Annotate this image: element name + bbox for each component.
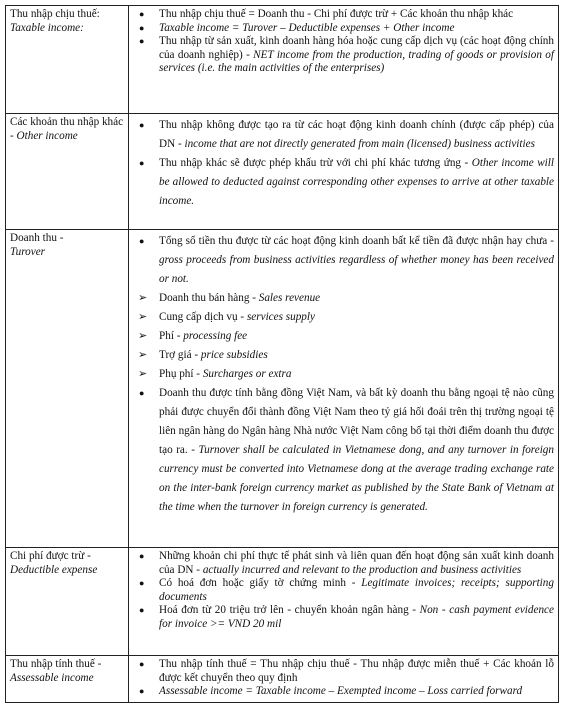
description-cell: [129, 114, 559, 230]
list-item: ● Taxable income = Turover – Deductible expenses + Other income: [139, 21, 455, 34]
list-item: ● Thu nhập chịu thuế = Doanh thu - Chi phí được trừ + Các khoản thu nhập khác: [139, 8, 514, 20]
arrow-icon: ➢: [138, 368, 148, 380]
list-item: ➢ Phí - processing fee: [133, 327, 554, 346]
table-row: [6, 548, 559, 656]
list-item: ● Thu nhập khác sẽ được phép khấu trừ với chi phí khác tương ứng - Other income will be allowed to deducted against corresponding other expenses to arrive at other taxable income.: [133, 154, 554, 211]
arrow-icon: ➢: [138, 330, 148, 342]
description-cell: [129, 656, 559, 703]
list-item: ➢ Phụ phí - Surcharges or extra: [133, 365, 554, 384]
term-vi: Các khoản thu nhập khác -: [10, 116, 124, 142]
list-item: ● Thu nhập từ sản xuất, kinh doanh hàng hóa hoặc cung cấp dịch vụ (các hoạt động chính của doanh nghiệp) - NET income from the production, trading of goods or provision of services (i.e. the main activities of the enterprises): [139, 35, 554, 74]
arrow-icon: ➢: [138, 311, 148, 323]
term-vi: Doanh thu -: [10, 232, 64, 244]
term-cell: [6, 230, 129, 548]
description-cell: [129, 548, 559, 656]
table-row: [6, 6, 559, 114]
table-row: [6, 230, 559, 548]
bullet-icon: ●: [139, 236, 145, 246]
bullet-icon: ●: [139, 36, 145, 46]
description-cell: [129, 230, 559, 548]
list-item: ● Có hoá đơn hoặc giấy tờ chứng minh - Legitimate invoices; receipts; supporting documents: [139, 577, 554, 603]
term-vi: Thu nhập chịu thuế:: [10, 8, 100, 20]
term-en: Taxable income:: [10, 21, 84, 34]
list-item: ● Thu nhập tính thuế = Thu nhập chịu thuế - Thu nhập được miễn thuế + Các khoản lỗ được kết chuyển theo quy định: [139, 658, 554, 684]
table-row: [6, 114, 559, 230]
list-item: ➢ Doanh thu bán hàng - Sales revenue: [133, 289, 554, 308]
list-item: ➢ Trợ giá - price subsidies: [133, 346, 554, 365]
term-en: Deductible expense: [10, 563, 98, 576]
arrow-icon: ➢: [138, 292, 148, 304]
list-item: ● Hoá đơn từ 20 triệu trở lên - chuyển khoản ngân hàng - Non - cash payment evidence for invoice >= VND 20 mil: [139, 604, 554, 630]
bullet-icon: ●: [139, 551, 145, 561]
term-cell: [6, 656, 129, 703]
term-cell: [6, 6, 129, 114]
list-item: ● Những khoản chi phí thực tế phát sinh và liên quan đến hoạt động sản xuất kinh doanh của DN - actually incurred and relevant to the production and business activities: [139, 550, 554, 576]
term-en: Other income: [16, 129, 78, 142]
list-item: ● Tổng số tiền thu được từ các hoạt động kinh doanh bất kể tiền đã được nhận hay chưa - gross proceeds from business activities regardless of whether money has been received or not.: [133, 232, 554, 289]
bullet-icon: ●: [139, 22, 145, 33]
bullet-icon: ●: [139, 578, 145, 588]
list-item: ➢ Cung cấp dịch vụ - services supply: [133, 308, 554, 327]
term-en: Assessable income: [10, 671, 94, 684]
description-cell: [129, 6, 559, 114]
bullet-icon: ●: [139, 9, 145, 19]
tax-glossary-table: [5, 5, 559, 703]
table-row: [6, 656, 559, 703]
list-item: ● Doanh thu được tính bằng đồng Việt Nam, và bất kỳ doanh thu bằng ngoại tệ nào cũng phải được chuyển đổi thành đồng Việt Nam theo tỷ giá hối đoái trên thị trường ngoại tệ liên ngân hàng do Ngân hàng Nhà nước Việt Nam công bố tại thời điểm doanh thu được tạo ra. - Turnover shall be calculated in Vietnamese dong, and any turnover in foreign currency must be converted into Vietnamese dong at the average trading exchange rate on the inter-bank foreign currency market as published by the State Bank of Vietnam at the time when the turnover in foreign currency is generated.: [133, 384, 554, 517]
term-vi: Thu nhập tính thuế -: [10, 658, 102, 670]
list-item: ● Thu nhập không được tạo ra từ các hoạt động kinh doanh chính (được cấp phép) của DN - income that are not directly generated from main (licensed) business activities: [133, 116, 554, 154]
term-en: Turover: [10, 245, 46, 258]
list-item: ● Assessable income = Taxable income – Exempted income – Loss carried forward: [139, 685, 523, 697]
term-vi: Chi phí được trừ -: [10, 550, 91, 562]
bullet-icon: ●: [139, 686, 145, 696]
bullet-icon: ●: [139, 158, 145, 168]
term-cell: [6, 548, 129, 656]
bullet-icon: ●: [139, 120, 145, 130]
bullet-icon: ●: [139, 659, 145, 669]
bullet-icon: ●: [139, 388, 145, 398]
arrow-icon: ➢: [138, 349, 148, 361]
bullet-icon: ●: [139, 605, 145, 615]
term-cell: [6, 114, 129, 230]
